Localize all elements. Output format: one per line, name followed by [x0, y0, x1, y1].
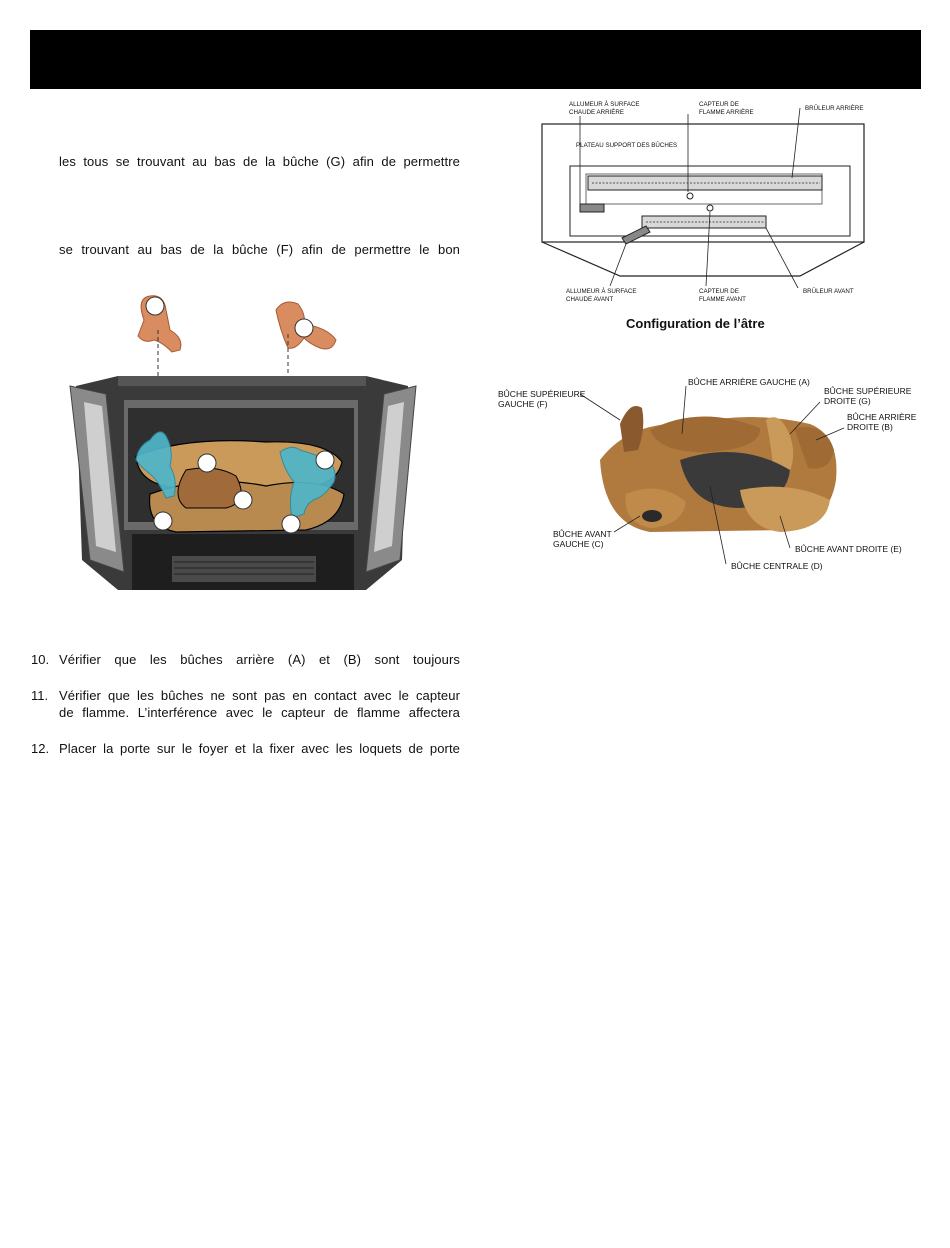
label-log-tray: PLATEAU SUPPORT DES BÛCHES	[576, 142, 678, 149]
hearth-front-outline	[542, 242, 864, 276]
leader-line	[610, 244, 626, 286]
leader-line	[766, 228, 798, 288]
rear-flame-sensor-icon	[687, 193, 693, 199]
label-top-right-log: BÛCHE SUPÉRIEURE DROITE (G)	[824, 386, 912, 406]
leader-line	[614, 516, 640, 532]
step-text: Vérifier que les bûches arrière (A) et (B) sont toujours	[59, 652, 460, 667]
hearth-configuration-diagram	[530, 100, 870, 310]
stove-top	[118, 376, 366, 386]
fireplace-log-placement-illustration	[66, 290, 426, 610]
label-front-flame-sensor: CAPTEUR DE FLAMME AVANT	[699, 288, 746, 303]
label-top-left-log: BÛCHE SUPÉRIEURE GAUCHE (F)	[498, 389, 586, 409]
label-rear-burner: BRÛLEUR ARRIÈRE	[805, 105, 864, 112]
front-flame-sensor-icon	[707, 205, 713, 211]
label-front-right-log: BÛCHE AVANT DROITE (E)	[795, 544, 902, 554]
label-rear-flame-sensor: CAPTEUR DE FLAMME ARRIÈRE	[699, 101, 754, 116]
label-rear-igniter: ALLUMEUR À SURFACE CHAUDE ARRIÈRE	[569, 101, 640, 116]
label-front-left-log: BÛCHE AVANT GAUCHE (C)	[553, 529, 612, 549]
step-text: Vérifier que les bûches ne sont pas en contact avec le capteur	[59, 688, 460, 703]
label-front-burner: BRÛLEUR AVANT	[803, 288, 854, 295]
leader-line	[792, 108, 800, 178]
step-text: de flamme. L’interférence avec le capteur de flamme affectera	[59, 705, 460, 720]
step-text: Placer la porte sur le foyer et la fixer avec les loquets de porte	[59, 741, 460, 756]
instruction-text-log-g: les tous se trouvant au bas de la bûche (G) afin de permettre	[59, 154, 460, 169]
leader-line	[580, 394, 620, 420]
label-center-log: BÛCHE CENTRALE (D)	[731, 561, 823, 571]
header-bar	[30, 30, 921, 89]
label-front-igniter: ALLUMEUR À SURFACE CHAUDE AVANT	[566, 288, 637, 303]
label-rear-right-log: BÛCHE ARRIÈRE DROITE (B)	[847, 412, 917, 432]
marker-circle	[234, 491, 252, 509]
step-number: 11.	[31, 688, 49, 703]
hearth-caption: Configuration de l’âtre	[626, 316, 765, 331]
marker-circle	[295, 319, 313, 337]
leader-line	[790, 402, 820, 434]
leader-line	[816, 428, 844, 440]
step-number: 10.	[31, 652, 50, 667]
center-log-icon	[178, 468, 241, 508]
instruction-text-log-f: se trouvant au bas de la bûche (F) afin de permettre le bon	[59, 242, 460, 257]
marker-circle	[282, 515, 300, 533]
step-number: 12.	[31, 741, 50, 756]
leader-line	[710, 486, 726, 564]
leader-line	[780, 516, 790, 548]
front-igniter-icon	[622, 226, 650, 244]
marker-circle	[316, 451, 334, 469]
vent-grille-icon	[172, 556, 316, 582]
marker-circle	[146, 297, 164, 315]
marker-circle	[154, 512, 172, 530]
marker-circle	[198, 454, 216, 472]
rear-igniter-icon	[580, 204, 604, 212]
label-rear-left-log: BÛCHE ARRIÈRE GAUCHE (A)	[688, 377, 810, 387]
leader-line	[682, 386, 686, 434]
